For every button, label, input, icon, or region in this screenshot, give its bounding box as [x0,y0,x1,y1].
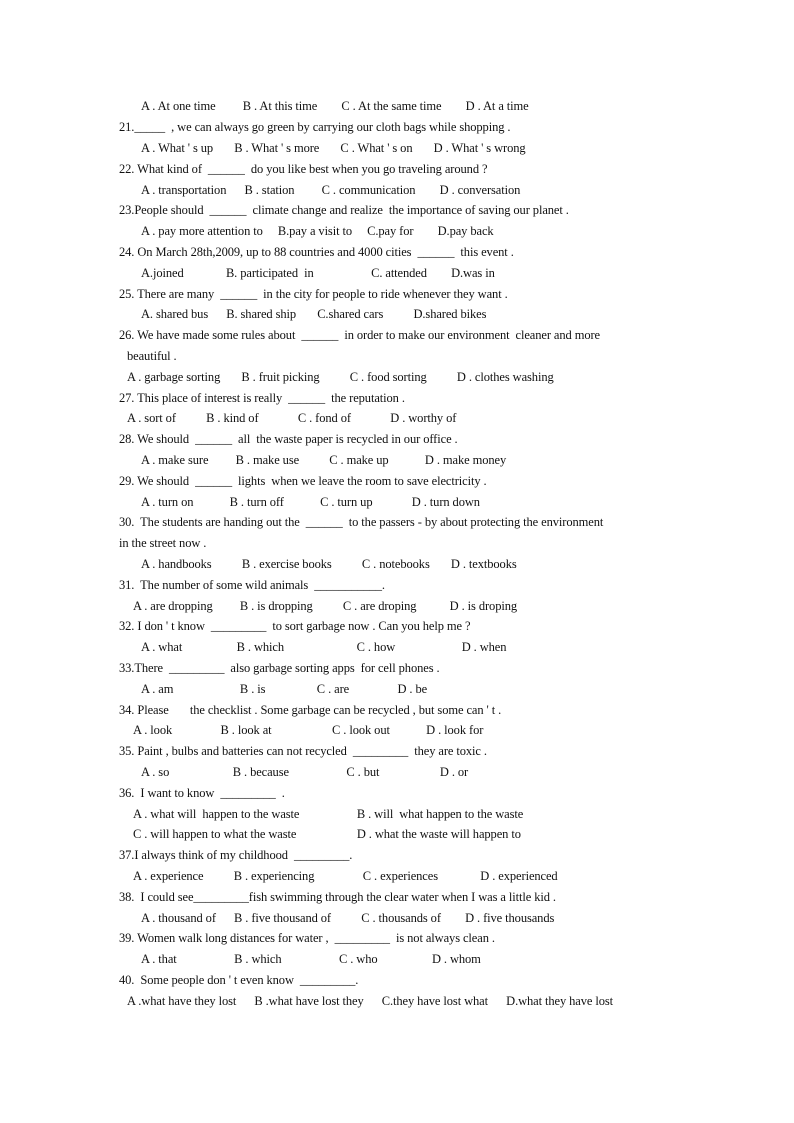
question-line: 39. Women walk long distances for water , _________ is not always clean . [119,931,495,945]
option-line: A . am B . is C . are D . be [141,682,428,696]
question-line: 35. Paint , bulbs and batteries can not recycled _________ they are toxic . [119,744,487,758]
option-line: A. shared bus B. shared ship C.shared cars D.shared bikes [141,307,487,321]
question-line: 31. The number of some wild animals ___________. [119,578,385,592]
option-line: C . will happen to what the waste D . what the waste will happen to [133,827,521,841]
question-line: 33.There _________ also garbage sorting apps for cell phones . [119,661,440,675]
option-line: A . look B . look at C . look out D . look for [133,723,484,737]
question-line: 29. We should ______ lights when we leave the room to save electricity . [119,474,487,488]
option-line: A . garbage sorting B . fruit picking C . food sorting D . clothes washing [127,370,554,384]
option-line: A . transportation B . station C . communication D . conversation [141,183,521,197]
option-line: A . what will happen to the waste B . will what happen to the waste [133,807,524,821]
question-line: 28. We should ______ all the waste paper is recycled in our office . [119,432,458,446]
option-line: A . make sure B . make use C . make up D . make money [141,453,507,467]
option-line: A . pay more attention to B.pay a visit to C.pay for D.pay back [141,224,494,238]
option-line: A . At one time B . At this time C . At the same time D . At a time [141,99,529,113]
question-continuation-line: in the street now . [119,536,207,550]
option-line: A . are dropping B . is dropping C . are droping D . is droping [133,599,518,613]
option-line: A . experience B . experiencing C . experiences D . experienced [133,869,558,883]
option-line: A . thousand of B . five thousand of C . thousands of D . five thousands [141,911,555,925]
question-line: 34. Please the checklist . Some garbage can be recycled , but some can ' t . [119,703,502,717]
option-line: A . turn on B . turn off C . turn up D . turn down [141,495,480,509]
question-line: 40. Some people don ' t even know _________. [119,973,359,987]
option-line: A . What ' s up B . What ' s more C . What ' s on D . What ' s wrong [141,141,526,155]
question-line: 36. I want to know _________ . [119,786,285,800]
option-line: A . that B . which C . who D . whom [141,952,481,966]
question-line: 27. This place of interest is really ______ the reputation . [119,391,405,405]
option-line: A.joined B. participated in C. attended D.was in [141,266,495,280]
option-line: A . handbooks B . exercise books C . notebooks D . textbooks [141,557,517,571]
question-line: 24. On March 28th,2009, up to 88 countries and 4000 cities ______ this event . [119,245,514,259]
question-line: 26. We have made some rules about ______ in order to make our environment cleaner and more [119,328,600,342]
question-line: 30. The students are handing out the ______ to the passers - by about protecting the environment [119,515,604,529]
question-line: 25. There are many ______ in the city for people to ride whenever they want . [119,287,508,301]
question-line: 23.People should ______ climate change and realize the importance of saving our planet . [119,203,569,217]
option-line: A . sort of B . kind of C . fond of D . worthy of [127,411,457,425]
question-line: 32. I don ' t know _________ to sort garbage now . Can you help me ? [119,619,471,633]
option-line: A . what B . which C . how D . when [141,640,507,654]
question-line: 21._____ , we can always go green by carrying our cloth bags while shopping . [119,120,511,134]
option-line: A .what have they lost B .what have lost they C.they have lost what D.what they have lost [127,994,614,1008]
question-continuation-line: beautiful . [127,349,177,363]
question-line: 37.I always think of my childhood _________. [119,848,353,862]
question-line: 22. What kind of ______ do you like best when you go traveling around ? [119,162,488,176]
question-line: 38. I could see_________fish swimming through the clear water when I was a little kid . [119,890,556,904]
option-line: A . so B . because C . but D . or [141,765,469,779]
